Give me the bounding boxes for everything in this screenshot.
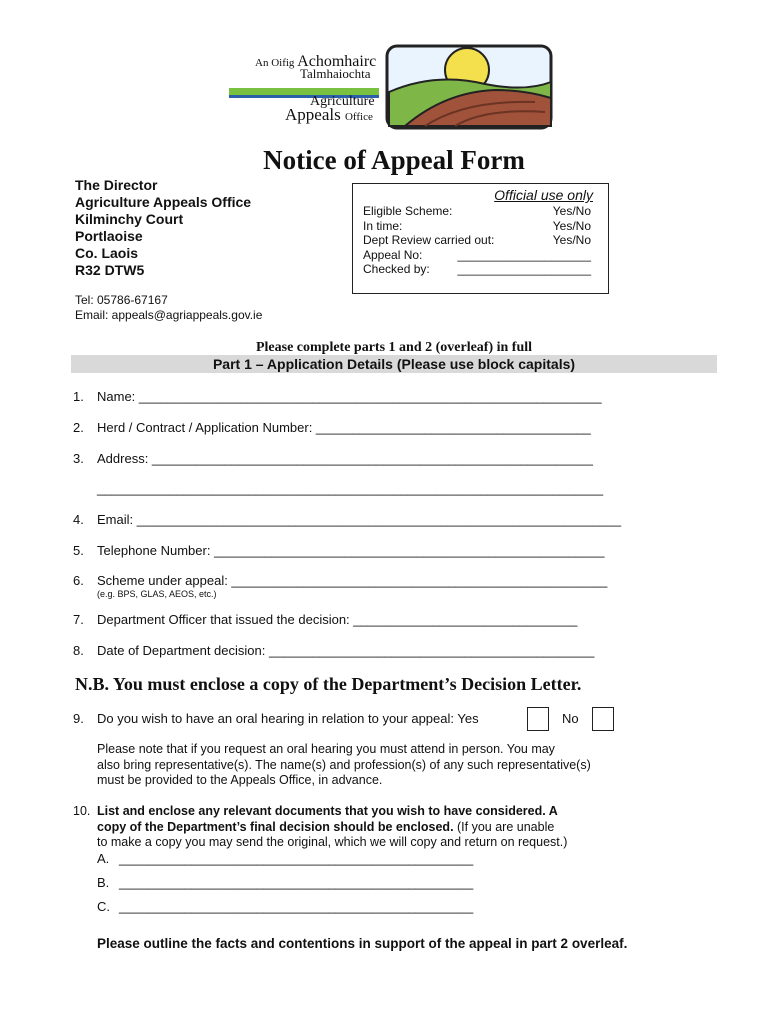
logo-appeals-office xyxy=(285,105,373,125)
question-text: Email: ___________________________________________________________________ xyxy=(97,512,622,527)
official-use-title: Official use only xyxy=(494,187,593,203)
question-text: Date of Department decision: _____________________________________________ xyxy=(97,643,595,658)
question-text: Address: _____________________________________________________________ xyxy=(97,451,593,466)
question-number: 5. xyxy=(73,543,84,558)
q10-line-1 xyxy=(73,804,567,820)
question-text: Telephone Number: ______________________________________________________ xyxy=(97,543,605,558)
question-decision-date[interactable] xyxy=(73,643,594,658)
logo-appeals: Appeals xyxy=(285,105,341,124)
note-line: must be provided to the Appeals Office, in advance. xyxy=(97,773,383,787)
official-row-label: Eligible Scheme: xyxy=(363,204,453,218)
recipient-address xyxy=(75,177,251,279)
q10-normal-2: (If you are unable xyxy=(453,819,555,834)
official-row-value: Yes/No xyxy=(552,204,591,218)
question-text: Department Officer that issued the decision: _______________________________ xyxy=(97,612,578,627)
final-instruction: Please outline the facts and contentions in support of the appeal in part 2 overleaf. xyxy=(97,936,628,951)
q10-bold-1: List and enclose any relevant documents that you wish to have considered. A xyxy=(97,804,558,818)
question-herd-number[interactable] xyxy=(73,420,591,435)
nb-notice: N.B. You must enclose a copy of the Department’s Decision Letter. xyxy=(75,674,582,694)
contact-tel: Tel: 05786-67167 xyxy=(75,293,168,307)
address-line: R32 DTW5 xyxy=(75,262,145,278)
document-line-a[interactable] xyxy=(97,851,473,866)
contact-info xyxy=(75,293,262,323)
question-scheme[interactable] xyxy=(73,573,607,588)
address-line: Agriculture Appeals Office xyxy=(75,194,252,210)
question-text: ______________________________________________________________________ xyxy=(97,481,604,496)
official-use-rows xyxy=(363,204,591,277)
official-row-value: Yes/No xyxy=(552,233,591,247)
question-documents xyxy=(73,804,567,851)
address-line: Kilminchy Court xyxy=(75,211,184,227)
official-row-label: Checked by: xyxy=(363,262,430,276)
q10-line-2 xyxy=(73,820,567,836)
part-1-title: Part 1 – Application Details (Please use block capitals) xyxy=(212,356,576,372)
question-text: Do you wish to have an oral hearing in relation to your appeal: Yes xyxy=(97,711,479,726)
question-number: 7. xyxy=(73,612,84,627)
logo-talmhaiochta: Talmhaiochta xyxy=(300,66,371,81)
official-row-value: Yes/No xyxy=(552,218,591,233)
no-checkbox[interactable] xyxy=(592,707,614,731)
contact-email: Email: appeals@agriappeals.gov.ie xyxy=(75,308,263,322)
document-line-c[interactable] xyxy=(97,899,473,914)
logo-agriculture: Agriculture xyxy=(310,94,375,109)
question-address-line-2[interactable] xyxy=(73,481,603,496)
question-number: 6. xyxy=(73,573,84,588)
question-name[interactable] xyxy=(73,389,602,404)
logo-achomhairc: Achomhairc xyxy=(297,53,377,70)
official-row-checked-by xyxy=(363,262,591,277)
address-line: The Director xyxy=(75,177,158,193)
official-row-label: In time: xyxy=(363,218,403,233)
sun-over-fields-logo-icon xyxy=(385,42,555,132)
logo-office: Office xyxy=(344,111,373,123)
question-number: 8. xyxy=(73,643,84,658)
no-label: No xyxy=(562,711,579,726)
question-telephone[interactable] xyxy=(73,543,605,558)
oral-hearing-note xyxy=(97,742,591,789)
question-text: Name: ________________________________________________________________ xyxy=(97,389,602,404)
official-row-label: Appeal No: xyxy=(363,247,423,262)
question-number: 9. xyxy=(73,711,84,726)
scheme-note: (e.g. BPS, GLAS, AEOS, etc.) xyxy=(97,589,217,599)
document-blank: _________________________________________________ xyxy=(119,851,474,866)
question-email[interactable] xyxy=(73,512,621,527)
note-line: Please note that if you request an oral hearing you must attend in person. You may xyxy=(97,742,555,756)
document-label: B. xyxy=(97,875,110,890)
official-row-value: ____________________ xyxy=(457,247,591,262)
question-number: 10. xyxy=(73,804,91,818)
official-row-value: ____________________ xyxy=(457,262,591,276)
address-line: Portlaoise xyxy=(75,228,143,244)
instruction-text: Please complete parts 1 and 2 (overleaf) in full xyxy=(255,340,533,355)
document-line-b[interactable] xyxy=(97,875,473,890)
yes-checkbox[interactable] xyxy=(527,707,549,731)
question-address[interactable] xyxy=(73,451,593,466)
question-number: 3. xyxy=(73,451,84,466)
question-text: Herd / Contract / Application Number: ______________________________________ xyxy=(97,420,591,435)
official-row-eligible xyxy=(363,204,591,219)
document-label: C. xyxy=(97,899,110,914)
question-oral-hearing xyxy=(73,711,479,726)
question-department-officer[interactable] xyxy=(73,612,577,627)
official-row-label: Dept Review carried out: xyxy=(363,233,495,247)
official-row-appeal-no xyxy=(363,248,591,263)
question-number: 4. xyxy=(73,512,84,527)
page-title: Notice of Appeal Form xyxy=(263,145,525,175)
document-blank: _________________________________________________ xyxy=(119,875,474,890)
official-row-in-time xyxy=(363,219,591,234)
question-text: Scheme under appeal: ____________________________________________________ xyxy=(97,573,608,588)
q10-line-3: to make a copy you may send the original, which we will copy and return on request.) xyxy=(97,835,568,849)
question-number: 1. xyxy=(73,389,84,404)
official-use-box xyxy=(352,183,609,294)
note-line: also bring representative(s). The name(s) and profession(s) of any such representative(s) xyxy=(97,757,591,772)
document-label: A. xyxy=(97,851,110,866)
question-number: 2. xyxy=(73,420,84,435)
q10-bold-2: copy of the Department’s final decision should be enclosed. xyxy=(97,819,454,834)
document-blank: _________________________________________________ xyxy=(119,899,474,914)
official-row-review xyxy=(363,233,591,248)
address-line: Co. Laois xyxy=(75,245,139,261)
logo-an-oifig: An Oifig xyxy=(255,57,295,69)
